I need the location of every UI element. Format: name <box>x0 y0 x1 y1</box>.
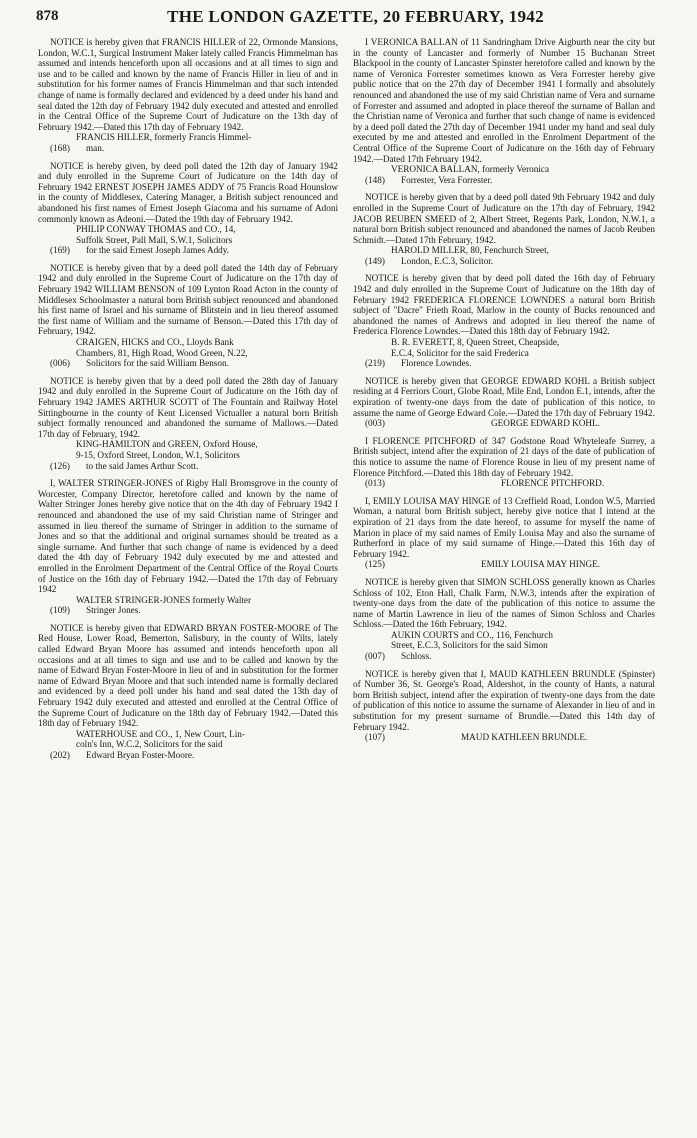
notice-body: NOTICE is hereby given that by a deed poll dated the 28th day of January 1942 and duly enrolled in the Supreme Court of Judicature on the 16th day of February 1942 JAMES ARTHUR SCOTT of The Fountain and Railway Hotel Sittingbourne in the county of Kent Licensed Victualler a natural born British subject formally renounced and abandoned the surname of Mallows.—Dated 17th day of February, 1942. <box>38 375 338 439</box>
notice-signature: WALTER STRINGER-JONES formerly Walter <box>76 594 252 605</box>
reference-text: London, E.C.3, Solicitor. <box>401 255 494 266</box>
notice <box>353 496 655 570</box>
reference-number: (126) <box>50 460 70 471</box>
notice-reference <box>353 358 655 369</box>
notice-body: I FLORENCE PITCHFORD of 347 Godstone Road Whyteleafe Surrey, a British subject, intend after the expiration of 21 days of the date of publication of this notice to assume the name of Florence Rouse in lieu of my present name of Florence Pitchford.—Dated this 18th day of February 1942. <box>353 435 655 478</box>
notice <box>38 376 338 471</box>
reference-number: (149) <box>365 255 385 266</box>
notice-body: I, WALTER STRINGER-JONES of Rigby Hall Bromsgrove in the county of Worcester, Company Director, heretofore called and known by the name of Walter Stringer Jones hereby give notice that on the 4th day of February 1942 I renounced and abandoned the use of my said Christian name of Stringer and assumed in lieu thereof the surname of Stringer in addition to the surname of Jones and so that the additional and original surnames should be treated as a single surname. And further that such change of name is evidenced by a deed dated the 4th day of February 1942 duly executed by me and attested and enrolled in the Enrolment Department of the Central Office of the Royal Courts of Justice on the 16th day of February 1942.—Dated the 17th day of February 1942 <box>38 478 338 595</box>
reference-text: Forrester, Vera Forrester. <box>401 174 493 185</box>
reference-text: Edward Bryan Foster-Moore. <box>86 750 195 760</box>
reference-number: (202) <box>50 750 70 760</box>
page-header <box>36 8 675 30</box>
notice-reference <box>353 256 655 267</box>
notice-body: I VERONICA BALLAN of 11 Sandringham Drive Aigburth near the city but in the county of Lancaster and formerly of Number 15 Buchanan Street Blackpool in the county of Lancaster Spinster heretofore called and known by the name of Veronica Forrester sometimes known as Vera Forrester hereby give public notice that on the 27th day of December 1941 I formally and absolutely renounced and abandoned the use of my said Christian name of Vera and surname of Forrester and assumed and adopted in place thereof the surname of Ballan and the Christian name of Veronica and further that such change of name is evidenced by a deed poll dated the 27th day of December 1941 under my hand and seal duly executed by me and attested and enrolled in the Enrolment Department of the Central Office of the Supreme Court of Judicature on the 16th day of February 1942.—Dated 17th February 1942. <box>353 37 655 164</box>
reference-number: (107) <box>365 732 385 743</box>
reference-text: MAUD KATHLEEN BRUNDLE. <box>461 732 588 743</box>
reference-text: Solicitors for the said William Benson. <box>86 358 229 369</box>
notice-body: NOTICE is hereby given that GEORGE EDWARD KOHL a British subject residing at 4 Ferriors Court, Globe Road, Mile End, London E.1, intends, after the expiration of twenty-one days from the date of publication of this notice, to assume the name of George Edward Cole.—Dated the 17th day of February 1942. <box>353 375 655 418</box>
reference-text: Florence Lowndes. <box>401 358 472 369</box>
notice <box>353 577 655 662</box>
notice-signature-line-2: 9-15, Oxford Street, London, W.1, Solicitors <box>76 449 240 460</box>
notice-signature: WATERHOUSE and CO., 1, New Court, Lin- <box>76 728 245 739</box>
notice-signature: HAROLD MILLER, 80, Fenchurch Street, <box>391 245 549 256</box>
notice-body: NOTICE is hereby given that SIMON SCHLOSS generally known as Charles Schloss of 102, Eton Hall, Chalk Farm, N.W.3, intends after the expiration of twenty-one days from the date of the publication of this notice to assume the name of Martin Lawrence in lieu of the names of Simon Schloss and Charles Schloss.—Dated the 16th February, 1942. <box>353 576 655 630</box>
reference-number: (219) <box>365 358 385 369</box>
reference-text: EMILY LOUISA MAY HINGE. <box>481 559 601 570</box>
reference-number: (125) <box>365 559 385 570</box>
reference-number: (148) <box>365 174 385 185</box>
notice <box>353 192 655 266</box>
reference-number: (006) <box>50 358 70 369</box>
reference-number: (007) <box>365 651 385 662</box>
notice-body: NOTICE is hereby given that by a deed poll dated the 14th day of February 1942 and duly enrolled in the Supreme Court of Judicature on the 17th day of February 1942 WILLIAM BENSON of 109 Lynton Road Acton in the county of Middlesex Schoolmaster a natural born British subject renounced and abandoned his first name of Israel and his surname of Blitstein and in lieu thereof assumed the first name of William and the surname of Benson.—Dated this 17th day of February, 1942. <box>38 262 338 337</box>
page-number: 878 <box>36 8 59 24</box>
notice <box>38 478 338 616</box>
notice-signature: AUKIN COURTS and CO., 116, Fenchurch <box>391 629 553 640</box>
notice <box>353 436 655 489</box>
notice-reference <box>353 732 655 743</box>
notice-body: NOTICE is hereby given that FRANCIS HILLER of 22, Ormonde Mansions, London, W.C.1, Surgical Instrument Maker lately called Francis Himmelman has assumed and intends henceforth upon all occasions and at all times to sign and use and to be called and known by the name of Francis Hiller in lieu of and in substitution for his former names of Francis Himmelman and that such intended change of name is formally declared and evidenced by a deed under his hand and seal dated the 12th day of February 1942 duly executed and attested and enrolled in the Central Office of the Supreme Court of Judicature on the 13th day of February 1942.—Dated this 17th day of February 1942. <box>38 37 338 132</box>
reference-text: Stringer Jones. <box>86 605 141 616</box>
notice-signature-line-2: Chambers, 81, High Road, Wood Green, N.22, <box>76 347 248 358</box>
notice-reference <box>353 651 655 662</box>
notice-reference <box>353 559 655 570</box>
notice-body: NOTICE is hereby given that by deed poll dated the 16th day of February 1942 and duly enrolled in the Supreme Court of Judicature on the 18th day of February 1942 FREDERICA FLORENCE LOWNDES a natural born British subject of "Dacre" Frieth Road, Marlow in the county of Bucks renounced and abandoned the names of Andrews and adopted in lieu thereof the name of Frederica Florence Lowndes.—Dated this 18th day of February 1942. <box>353 273 655 337</box>
notice-reference <box>38 245 338 256</box>
left-column <box>38 37 338 768</box>
notice <box>353 669 655 743</box>
reference-text: for the said Ernest Joseph James Addy. <box>86 245 230 256</box>
notice-signature: KING-HAMILTON and GREEN, Oxford House, <box>76 439 258 450</box>
notice <box>353 376 655 429</box>
notice-body: I, EMILY LOUISA MAY HINGE of 13 Creffield Road, London W.5, Married Woman, a natural born British subject, hereby give notice that I intend at the expiration of 21 days from the date hereof, to assume for myself the name of Marion in place of my said names of Emily Louisa May and also the surname of Rutherford in place of my said surname of Hinge.—Dated this 16th day of February 1942. <box>353 495 655 559</box>
notice-body: NOTICE is hereby given, by deed poll dated the 12th day of January 1942 and duly enrolled in the Supreme Court of Judicature on the 14th day of February 1942 ERNEST JOSEPH JAMES ADDY of 75 Francis Road Hounslow in the county of Middlesex, Catering Manager, a British subject renounced and abandoned his first names of Ernest Joseph Giacoma and his surname of Adoni commonly known as Adeoni.—Dated the 19th day of February 1942. <box>38 160 338 224</box>
notice <box>38 161 338 256</box>
notice-body: NOTICE is hereby given that I, MAUD KATHLEEN BRUNDLE (Spinster) of Number 36, St. George's Road, Aldershot, in the county of Hants, a natural born British subject, intend after the expiration of twenty-one days from the date of publication of this notice to assume the surname of Alexander in lieu of and in substitution for my present surname of Brundle.—Dated this 14th day of February 1942. <box>353 668 655 732</box>
reference-text: to the said James Arthur Scott. <box>86 460 199 471</box>
notice <box>38 37 338 154</box>
notice-signature: FRANCIS HILLER, formerly Francis Himmel- <box>76 132 252 143</box>
reference-number: (109) <box>50 605 70 616</box>
reference-number: (013) <box>365 478 385 489</box>
page-title: THE LONDON GAZETTE, 20 FEBRUARY, 1942 <box>167 7 544 26</box>
notice-signature-line-2: coln's Inn, W.C.2, Solicitors for the said <box>76 739 223 750</box>
right-column <box>353 37 655 750</box>
notice-signature-line-2: Suffolk Street, Pall Mall, S.W.1, Solicitors <box>76 234 233 245</box>
reference-number: (168) <box>50 142 70 153</box>
notice-signature: B. R. EVERETT, 8, Queen Street, Cheapside, <box>391 337 560 348</box>
notice <box>38 263 338 369</box>
notice-signature: CRAIGEN, HICKS and CO., Lloyds Bank <box>76 337 234 348</box>
notice-reference <box>353 418 655 429</box>
notice-signature: PHILIP CONWAY THOMAS and CO., 14, <box>76 224 236 235</box>
reference-text: GEORGE EDWARD KOHL. <box>491 418 600 429</box>
reference-text: man. <box>86 142 105 153</box>
reference-number: (169) <box>50 245 70 256</box>
reference-text: Schloss. <box>401 651 432 662</box>
notice-reference <box>353 478 655 489</box>
notice-reference <box>38 461 338 472</box>
reference-number: (003) <box>365 418 385 429</box>
notice <box>353 273 655 368</box>
reference-text: FLORENCE PITCHFORD. <box>501 478 605 489</box>
notice-reference <box>38 750 338 761</box>
notice-body: NOTICE is hereby given that by a deed poll dated 9th February 1942 and duly enrolled in the Supreme Court of Judicature on the 17th day of February, 1942 JACOB REUBEN SMEED of 2, Albert Street, Regents Park, London, N.W.1, a natural born British subject renounced and abandoned the names of Jacob Reuben Schmidt.—Dated 17th February, 1942. <box>353 192 655 245</box>
notice-reference <box>353 175 655 186</box>
notice-reference <box>38 358 338 369</box>
notice-signature-line-2: Street, E.C.3, Solicitors for the said Simon <box>391 640 548 651</box>
notice-reference <box>38 143 338 154</box>
notice-reference <box>38 605 338 616</box>
notice <box>38 623 338 761</box>
notice <box>353 37 655 185</box>
notice-signature: VERONICA BALLAN, formerly Veronica <box>391 164 550 175</box>
notice-body: NOTICE is hereby given that EDWARD BRYAN FOSTER-MOORE of The Red House, Lower Road, Bemerton, Salisbury, in the county of Wilts, lately called Edward Bryan Moore has assumed and intends henceforth upon all occasions and at all times to sign and use and to be called and known by the name of Edward Bryan Foster-Moore in lieu of and in substitution for the former name of Edward Bryan Moore and that such intended name is formally declared and evidenced by a deed poll under his hand and seal dated the 13th day of February 1942 duly executed and attested and enrolled at the Central Office of the Supreme Court of Judicature on the 18th day of February 1942.—Dated this 18th day of February 1942. <box>38 622 338 729</box>
notice-signature-line-2: E.C.4, Solicitor for the said Frederica <box>391 347 529 358</box>
